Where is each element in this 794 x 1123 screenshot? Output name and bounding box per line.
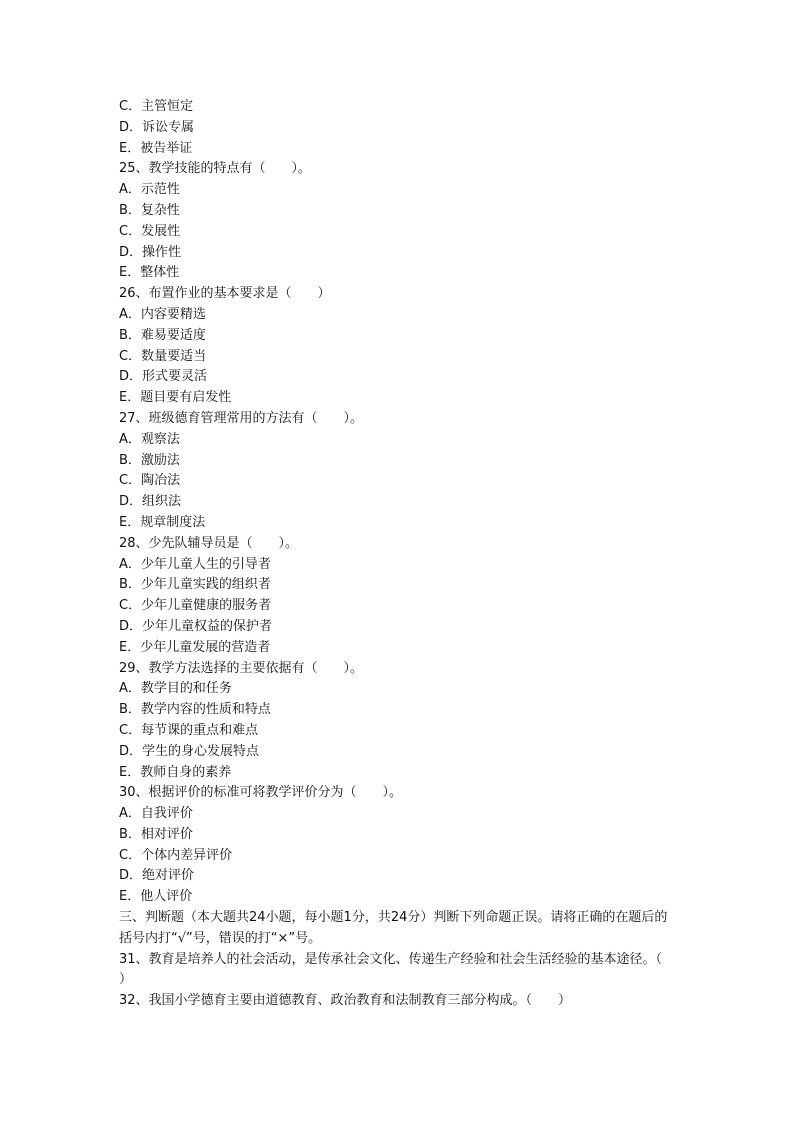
option-line: A．教学目的和任务 [119, 681, 232, 697]
option-line: A．自我评价 [119, 806, 193, 822]
option-line: C．少年儿童健康的服务者 [119, 598, 272, 614]
option-line: E．规章制度法 [119, 514, 206, 530]
question-31: 31、教育是培养人的社会活动，是传承社会文化、传递生产经验和社会生活经验的基本途径。（ ） [119, 951, 689, 988]
option-line: C．个体内差异评价 [119, 847, 233, 863]
option-line: C．数量要适当 [119, 348, 207, 364]
question-line: 29、教学方法选择的主要依据有（ ）。 [119, 660, 364, 676]
question-line: 26、布置作业的基本要求是（ ） [119, 286, 331, 302]
option-line: C．陶冶法 [119, 473, 181, 489]
option-line: D．操作性 [119, 244, 182, 260]
question-line: 30、根据评价的标准可将教学评价分为（ ）。 [119, 785, 403, 801]
option-line: B．相对评价 [119, 826, 193, 842]
option-line: A．少年儿童人生的引导者 [119, 556, 271, 572]
option-line: E．教师自身的素养 [119, 764, 232, 780]
option-line: A．内容要精选 [119, 306, 206, 322]
option-line: D．少年儿童权益的保护者 [119, 618, 273, 634]
option-line: C．发展性 [119, 223, 181, 239]
option-line: E．题目要有启发性 [119, 390, 232, 406]
option-line: C．每节课的重点和难点 [119, 722, 259, 738]
option-line: B．难易要适度 [119, 327, 206, 343]
option-line: A．观察法 [119, 431, 180, 447]
option-line: A．示范性 [119, 182, 180, 198]
option-line: B．激励法 [119, 452, 180, 468]
option-line: E．整体性 [119, 265, 180, 281]
option-line: E．被告举证 [119, 140, 193, 156]
option-line: D．学生的身心发展特点 [119, 743, 260, 759]
question-line: 27、班级德育管理常用的方法有（ ）。 [119, 410, 364, 426]
option-line: E．少年儿童发展的营造者 [119, 639, 271, 655]
option-line: B．复杂性 [119, 202, 180, 218]
option-line: D．绝对评价 [119, 868, 195, 884]
question-32: 32、我国小学德育主要由道德教育、政治教育和法制教育三部分构成。（ ） [119, 993, 572, 1009]
option-line: C．主管恒定 [119, 99, 194, 114]
option-line: B．教学内容的性质和特点 [119, 702, 271, 718]
document-body [119, 97, 689, 1012]
option-line: E．他人评价 [119, 889, 193, 905]
option-line: D．形式要灵活 [119, 369, 208, 385]
option-line: B．少年儿童实践的组织者 [119, 577, 271, 593]
question-line: 25、教学技能的特点有（ ）。 [119, 161, 312, 177]
section-heading-judgment: 三、判断题（本大题共24小题，每小题1分，共24分）判断下列命题正误。请将正确的在题后的括号内打“√”号，错误的打“×”号。 [119, 910, 668, 946]
question-line: 28、少先队辅导员是（ ）。 [119, 535, 299, 551]
option-line: D．组织法 [119, 494, 182, 510]
option-line: D．诉讼专属 [119, 119, 195, 135]
question-list [119, 97, 679, 908]
